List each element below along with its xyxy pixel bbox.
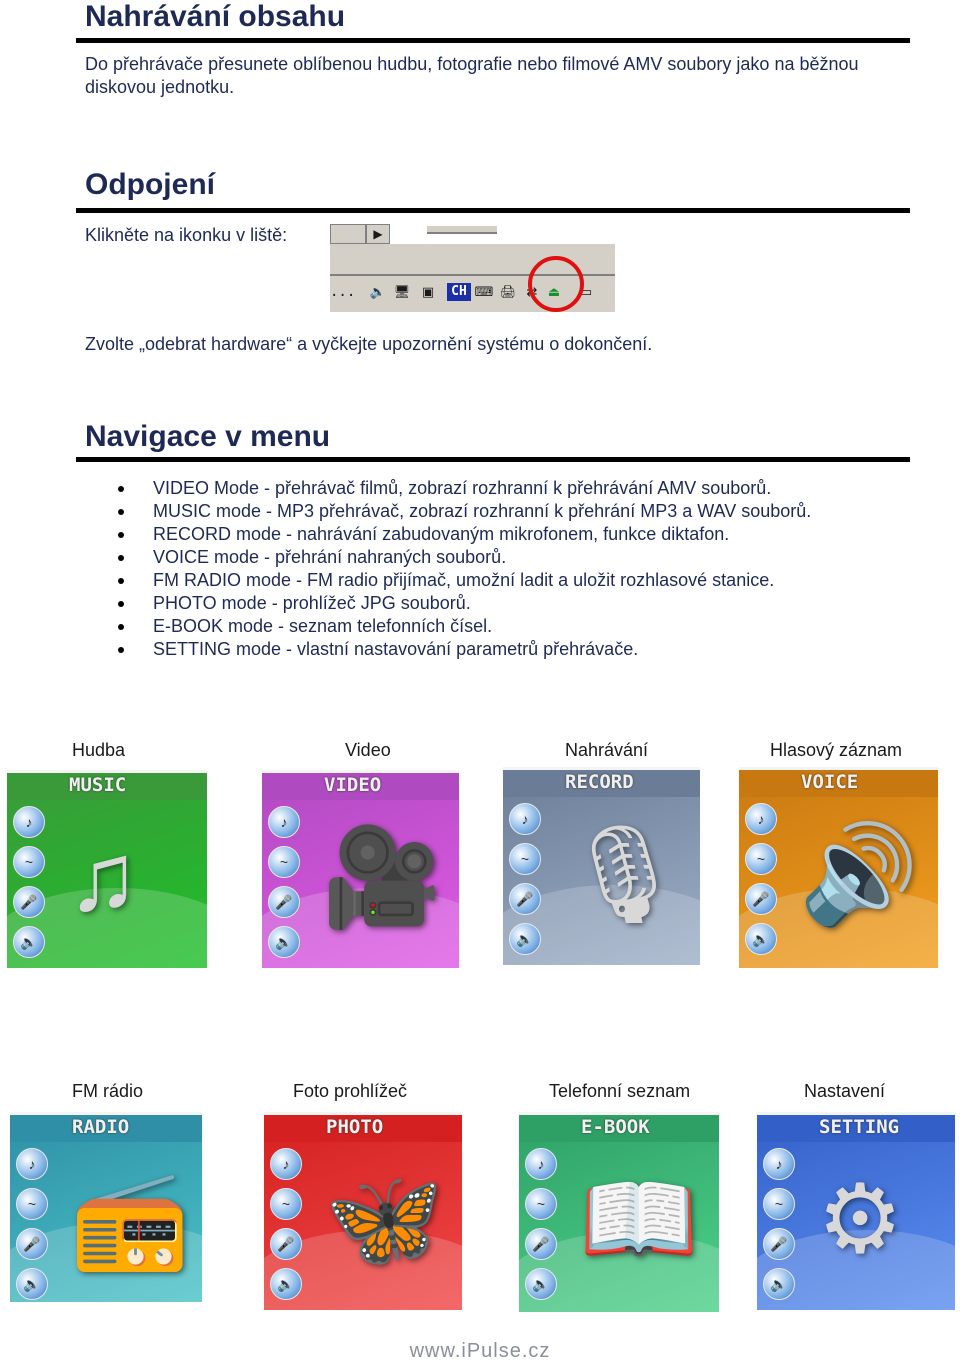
wave-icon: ~ (525, 1188, 557, 1220)
speaker-small-icon: 🔈 (509, 923, 541, 955)
wave-icon: ~ (270, 1188, 302, 1220)
screen-header: RADIO (10, 1112, 202, 1142)
mode-screen-setting (757, 1112, 955, 1310)
mic-small-icon: 🎤 (745, 883, 777, 915)
printer-icon: 🖨 (499, 284, 517, 299)
screen-sidebar (757, 1142, 801, 1310)
mic-small-icon: 🎤 (763, 1228, 795, 1260)
mic-small-icon: 🎤 (16, 1228, 48, 1260)
mic-small-icon: 🎤 (525, 1228, 557, 1260)
note-icon: ♪ (13, 806, 45, 838)
list-item: SETTING mode - vlastní nastavování parametrů přehrávače. (118, 638, 811, 661)
wave-icon: ~ (16, 1188, 48, 1220)
screen-header: SETTING (757, 1112, 955, 1142)
music-notes-icon: ♫ (67, 824, 139, 931)
list-item: PHOTO mode - prohlížeč JPG souborů. (118, 592, 811, 615)
screen-header: RECORD (503, 767, 700, 797)
mode-screen-photo (264, 1112, 462, 1310)
play-arrow-icon: ▶ (366, 224, 390, 244)
wave-icon: ~ (13, 846, 45, 878)
footer-url: www.iPulse.cz (409, 1340, 551, 1362)
speaker-small-icon: 🔈 (270, 1268, 302, 1300)
section-title-disconnect: Odpojení (85, 168, 215, 201)
mode-label: Foto prohlížeč (293, 1081, 408, 1101)
microphone-icon: 🎙 (563, 821, 685, 928)
screen-header: VOICE (739, 767, 938, 797)
section-title-navigation: Navigace v menu (85, 420, 331, 453)
screen-sidebar (503, 797, 547, 965)
mode-label: Video (345, 740, 391, 760)
screen-sidebar (7, 800, 51, 968)
mic-small-icon: 🎤 (509, 883, 541, 915)
speaker-small-icon: 🔈 (268, 926, 300, 958)
device-icon: ▭ (579, 284, 593, 299)
speaker-small-icon: 🔈 (16, 1268, 48, 1300)
list-item: E-BOOK mode - seznam telefonních čísel. (118, 615, 811, 638)
note-icon: ♪ (270, 1148, 302, 1180)
camcorder-icon: 🎥 (322, 824, 442, 931)
taskbar-tab (427, 226, 497, 234)
section-rule (76, 38, 910, 43)
mode-label: FM rádio (72, 1081, 144, 1101)
section-rule (76, 208, 910, 213)
keyboard-icon: ⌨ (474, 284, 494, 299)
upload-text: Do přehrávače přesunete oblíbenou hudbu, fotografie nebo filmové AMV soubory jako na běžnou diskovou jednotku. (85, 54, 859, 97)
speaker-icon: 🔈 (369, 284, 387, 299)
click-icon-text: Klikněte na ikonku v liště: (85, 225, 288, 245)
network-icon: ⇄ (526, 284, 538, 299)
list-item: RECORD mode - nahrávání zabudovaným mikrofonem, funkce diktafon. (118, 523, 811, 546)
list-item: MUSIC mode - MP3 přehrávač, zobrazí rozhranní k přehrání MP3 a WAV souborů. (118, 500, 811, 523)
book-magnifier-icon: 📖 (579, 1166, 699, 1273)
mode-screen-e-book (519, 1112, 719, 1312)
butterfly-photo-icon: 🦋 (324, 1166, 444, 1273)
screen-sidebar (739, 797, 783, 968)
mode-screen-voice (739, 767, 938, 968)
wave-icon: ~ (509, 843, 541, 875)
wave-icon: ~ (745, 843, 777, 875)
mode-label: Hlasový záznam (770, 740, 903, 760)
display-icon: ▣ (421, 284, 435, 299)
screen-header: PHOTO (264, 1112, 462, 1142)
wave-icon: ~ (763, 1188, 795, 1220)
navigation-list (118, 477, 811, 661)
screen-sidebar (519, 1142, 563, 1312)
loudspeaker-icon: 🔊 (799, 821, 919, 928)
screen-sidebar (264, 1142, 308, 1310)
mic-small-icon: 🎤 (268, 886, 300, 918)
highlight-circle (528, 256, 584, 312)
mode-screen-radio (10, 1112, 202, 1302)
mode-screen-video (262, 770, 459, 968)
speaker-small-icon: 🔈 (745, 923, 777, 955)
mode-label: Nastavení (804, 1081, 886, 1101)
mode-label: Telefonní seznam (549, 1081, 691, 1101)
mode-label: Hudba (72, 740, 126, 760)
speaker-small-icon: 🔈 (763, 1268, 795, 1300)
radio-player-icon: 📻 (70, 1166, 190, 1273)
section-rule (76, 457, 910, 462)
remove-hardware-text: Zvolte „odebrat hardware“ a vyčkejte upozornění systému o dokončení. (85, 334, 653, 354)
list-item: VIDEO Mode - přehrávač filmů, zobrazí rozhranní k přehrávání AMV souborů. (118, 477, 811, 500)
speaker-small-icon: 🔈 (525, 1268, 557, 1300)
mode-screen-record (503, 767, 700, 965)
note-icon: ♪ (525, 1148, 557, 1180)
section-title-upload: Nahrávání obsahu (85, 0, 346, 33)
taskbar-button (330, 224, 366, 244)
screen-header: E-BOOK (519, 1112, 719, 1142)
mode-screen-music (7, 770, 207, 968)
monitor-icon: 🖥 (393, 284, 411, 299)
screen-header: VIDEO (262, 770, 459, 800)
screen-sidebar (10, 1142, 54, 1302)
note-icon: ♪ (16, 1148, 48, 1180)
mic-small-icon: 🎤 (13, 886, 45, 918)
tray-dots: ... (330, 284, 356, 300)
mic-small-icon: 🎤 (270, 1228, 302, 1260)
note-icon: ♪ (268, 806, 300, 838)
wave-icon: ~ (268, 846, 300, 878)
mode-label: Nahrávání (565, 740, 649, 760)
list-item: VOICE mode - přehrání nahraných souborů. (118, 546, 811, 569)
note-icon: ♪ (763, 1148, 795, 1180)
screen-header: MUSIC (7, 770, 207, 800)
screen-sidebar (262, 800, 306, 968)
gear-globe-icon: ⚙ (817, 1166, 904, 1273)
speaker-small-icon: 🔈 (13, 926, 45, 958)
taskbar-screenshot (330, 222, 615, 312)
list-item: FM RADIO mode - FM radio přijímač, umožní ladit a uložit rozhlasové stanice. (118, 569, 811, 592)
note-icon: ♪ (509, 803, 541, 835)
language-ch-icon: CH (447, 283, 471, 301)
note-icon: ♪ (745, 803, 777, 835)
safely-remove-hardware-icon[interactable]: ⏏ (547, 284, 561, 299)
